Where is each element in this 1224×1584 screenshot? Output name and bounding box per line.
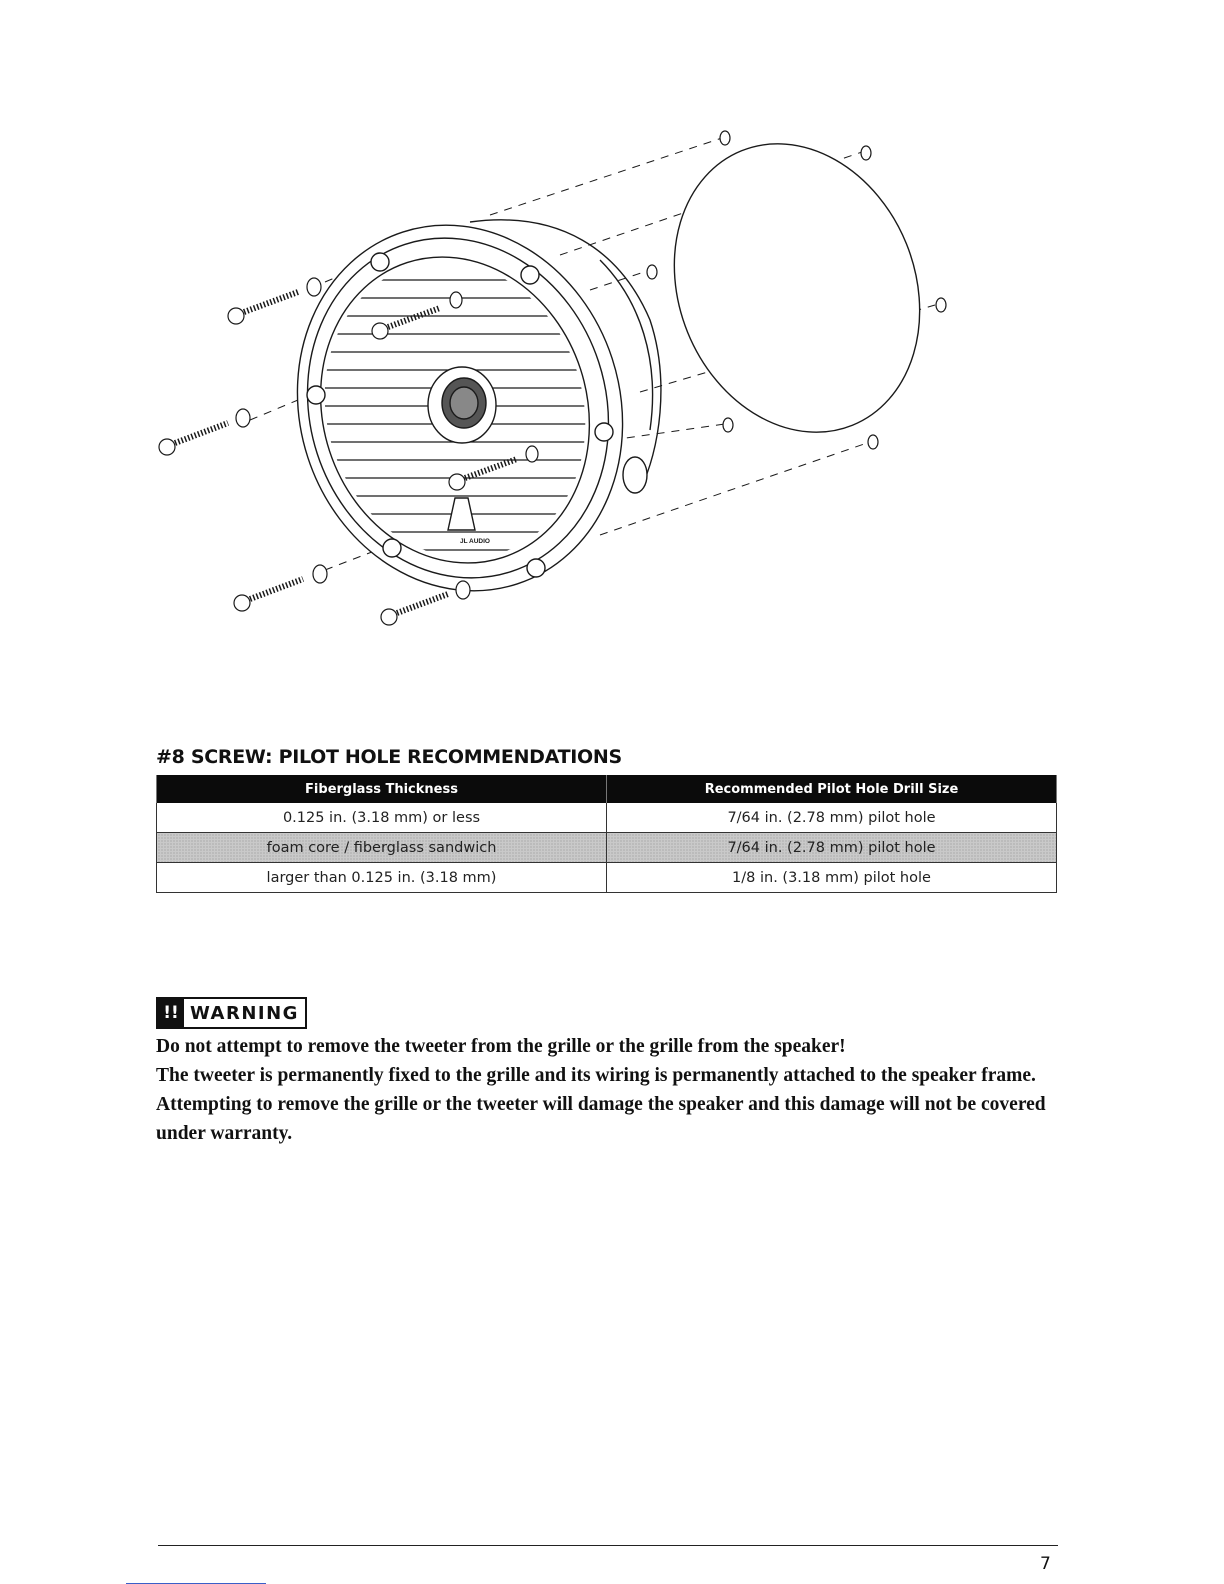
speaker-installation-diagram <box>140 110 1000 670</box>
warning-badge <box>156 997 307 1029</box>
trim-ring <box>632 110 962 469</box>
table-row <box>157 803 1057 833</box>
footer-divider <box>158 1545 1058 1546</box>
table-row <box>157 833 1057 863</box>
column-header-thickness: Fiberglass Thickness <box>157 775 607 803</box>
table-row <box>157 863 1057 893</box>
pilot-hole-table <box>156 775 1057 893</box>
table-cell: 1/8 in. (3.18 mm) pilot hole <box>607 863 1057 893</box>
table-header-row <box>157 775 1057 803</box>
table-cell: foam core / fiberglass sandwich <box>157 833 607 863</box>
table-cell: 0.125 in. (3.18 mm) or less <box>157 803 607 833</box>
warning-text <box>156 1032 1056 1148</box>
column-header-drill-size: Recommended Pilot Hole Drill Size <box>607 775 1057 803</box>
page-number: 7 <box>1040 1554 1051 1574</box>
table-cell: larger than 0.125 in. (3.18 mm) <box>157 863 607 893</box>
warning-label: WARNING <box>190 1002 299 1024</box>
warning-line: The tweeter is permanently fixed to the grille and its wiring is permanently attached to the speaker frame. Attempting to remove the grille or the tweeter will damage the speaker and this damage will not be covered under warranty. <box>156 1065 1046 1144</box>
brand-mark: JL AUDIO <box>460 538 490 545</box>
warning-icon: !! <box>158 999 184 1027</box>
tweeter <box>428 367 496 443</box>
table-title: #8 SCREW: PILOT HOLE RECOMMENDATIONS <box>156 746 622 768</box>
table-cell: 7/64 in. (2.78 mm) pilot hole <box>607 833 1057 863</box>
table-cell: 7/64 in. (2.78 mm) pilot hole <box>607 803 1057 833</box>
warning-line: Do not attempt to remove the tweeter from the grille or the grille from the speaker! <box>156 1036 846 1057</box>
